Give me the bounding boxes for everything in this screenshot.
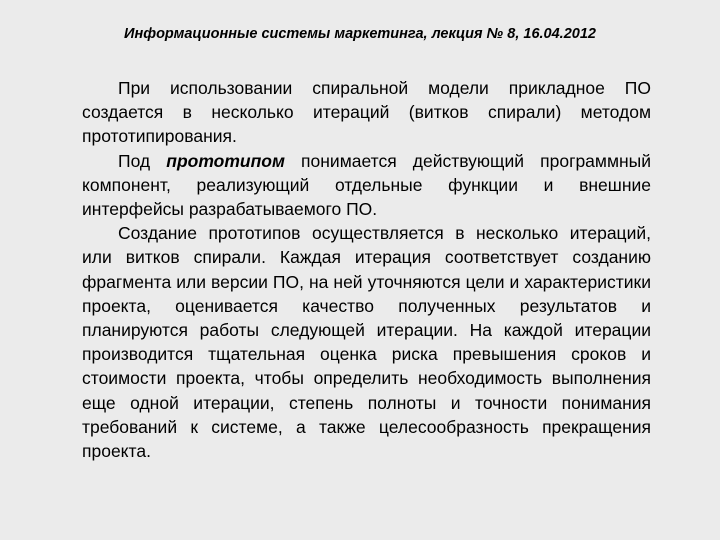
paragraph-suffix: понимается действующий программный компонент, реализующий отдельные функции и внешние интерфейсы разрабатываемого ПО. [82, 150, 651, 220]
paragraph-prototype-definition [82, 149, 651, 222]
paragraph-prototype-creation: Создание прототипов осуществляется в несколько итераций, или витков спирали. Каждая итерация соответствует созданию фрагмента или версии ПО, на ней уточняются цели и характеристики проекта, оценивается качество полученных результатов и планируются работы следующей итерации. На каждой итерации производится тщательная оценка риска превышения сроков и стоимости проекта, чтобы определить необходимость выполнения еще одной итерации, степень полноты и точности понимания требований к системе, а также целесообразность прекращения проекта. [82, 223, 651, 462]
paragraph-spiral-model: При использовании спиральной модели прикладное ПО создается в несколько итераций (витков спирали) методом прототипирования. [82, 78, 651, 147]
lecture-header: Информационные системы маркетинга, лекция № 8, 16.04.2012 [124, 26, 596, 42]
lecture-body [82, 76, 651, 463]
paragraph-prefix: Под [118, 150, 167, 171]
term-prototype: прототипом [166, 150, 285, 171]
